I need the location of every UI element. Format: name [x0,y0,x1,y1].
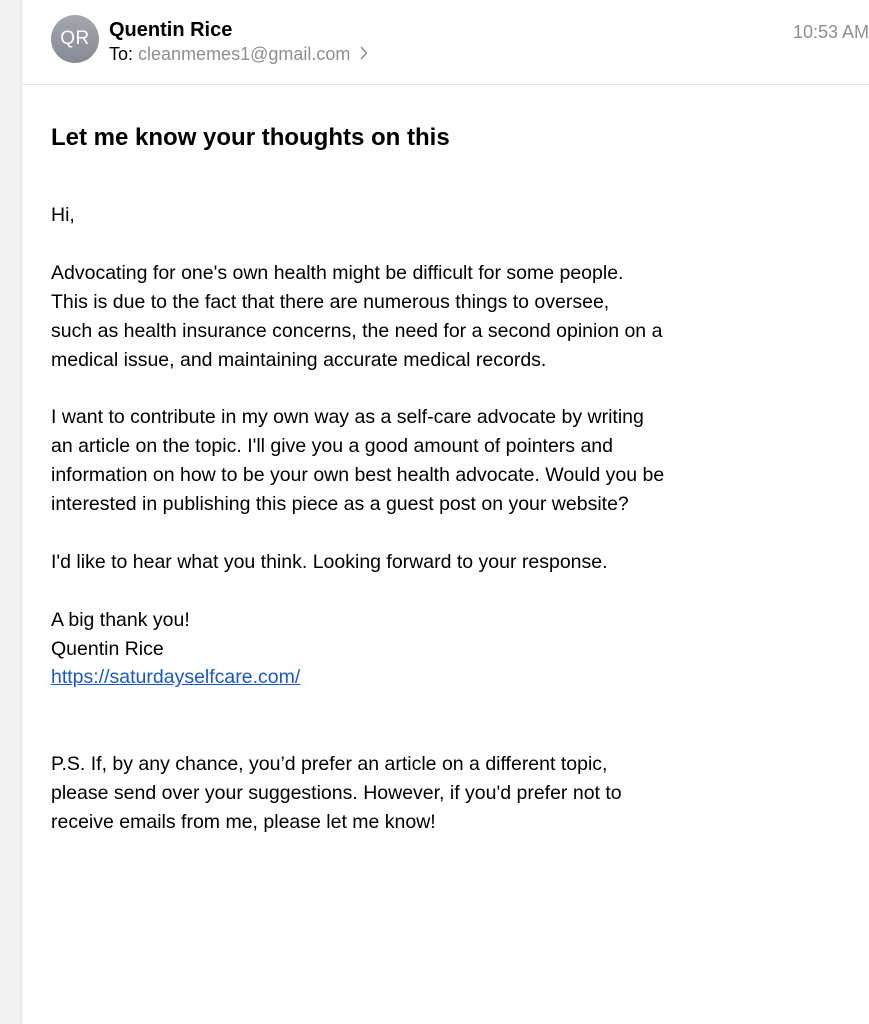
recipient-row[interactable] [109,42,368,66]
to-label: To: [109,44,134,64]
recipient-address[interactable]: cleanmemes1@gmail.com [138,44,351,64]
body-line: an article on the topic. I'll give you a good amount of pointers and [51,435,613,458]
greeting: Hi, [51,204,75,226]
signoff: A big thank you! [51,608,190,631]
body-line: Advocating for one's own health might be difficult for some people. [51,261,624,284]
ps-line: P.S. If, by any chance, you’d prefer an article on a different topic, [51,753,608,776]
ps-line: receive emails from me, please let me know! [51,810,436,833]
email-subject: Let me know your thoughts on this [51,124,450,151]
email-message-panel [22,0,869,1024]
signature-link[interactable]: https://saturdayselfcare.com/ [51,666,301,689]
ps-line: please send over your suggestions. However, if you'd prefer not to [51,782,622,805]
email-body [51,201,751,837]
signature-name: Quentin Rice [51,637,164,660]
body-line: I want to contribute in my own way as a self-care advocate by writing [51,406,644,429]
body-line: I'd like to hear what you think. Looking forward to your response. [51,550,608,573]
sender-name[interactable]: Quentin Rice [109,19,233,41]
body-line: This is due to the fact that there are numerous things to oversee, [51,290,610,313]
message-header [22,0,869,85]
body-line: information on how to be your own best health advocate. Would you be [51,464,665,487]
body-line: medical issue, and maintaining accurate medical records. [51,348,547,371]
message-time: 10:53 AM [792,22,869,42]
chevron-right-icon[interactable] [360,46,368,60]
body-line: interested in publishing this piece as a guest post on your website? [51,493,629,516]
avatar[interactable]: QR [51,15,99,63]
body-line: such as health insurance concerns, the need for a second opinion on a [51,319,663,342]
